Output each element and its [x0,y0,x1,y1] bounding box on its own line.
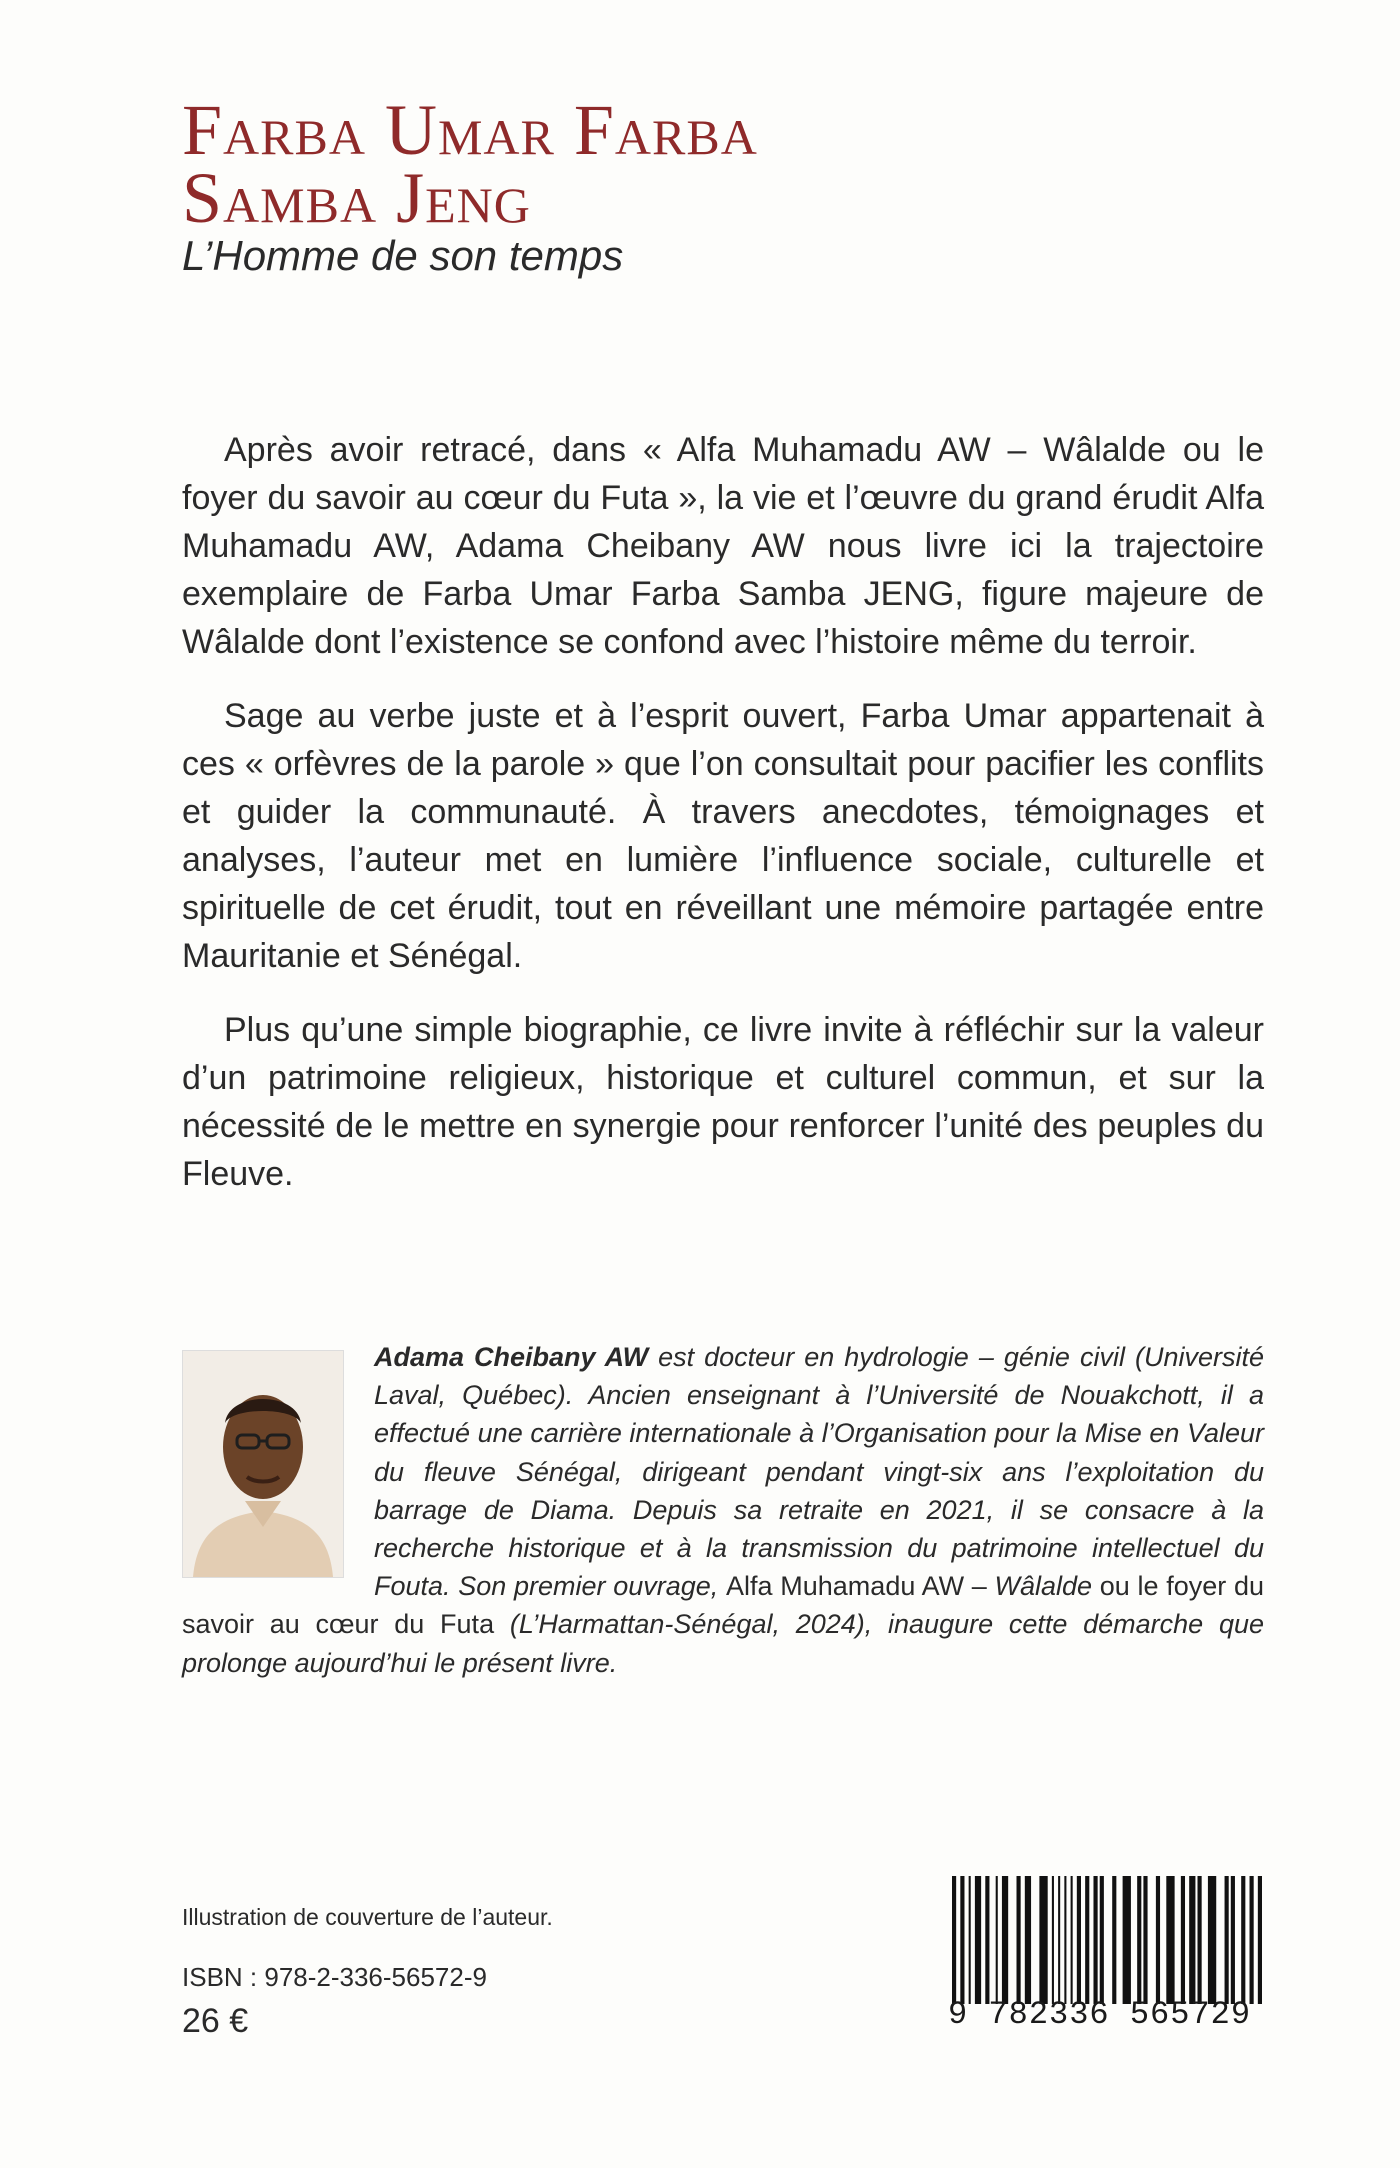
author-bio-text-2: (L’Harmattan-Sénégal, 2024), inaugure cette démarche que prolonge aujourd’hui le présent livre. [182,1609,1264,1678]
book-subtitle: L’Homme de son temps [182,232,624,279]
barcode-bar [1025,1876,1031,2004]
isbn: ISBN : 978-2-336-56572-9 [182,1962,487,1992]
author-bio-text-1: est docteur en hydrologie – génie civil (Université Laval, Québec). Ancien enseignant à l’Université de Nouakchott, il a effectué une carrière internationale à l’Organisation pour la Mise en Valeur du fleuve Sénégal, dirigeant pendant vingt-six ans l’exploitation du barrage de Diama. Depuis sa retraite en 2021, il se consacre à la recherche historique et à la transmission du patrimoine intellectuel du Fouta. Son premier ouvrage, [374,1342,1264,1602]
barcode-bar [1100,1876,1104,2004]
barcode-bar [1143,1876,1147,2004]
author-portrait-icon [183,1351,343,1577]
barcode-bar [1093,1876,1097,2004]
barcode-bar [1225,1876,1229,2004]
barcode-bar [1208,1876,1216,2004]
first-book-title-part1: Alfa Muhamadu AW – [726,1571,995,1602]
blurb-paragraph-2: Sage au verbe juste et à l’esprit ouvert, Farba Umar appartenait à ces « orfèvres de la parole » que l’on consultait pour pacifier les conflits et guider la communauté. À travers anecdotes, témoignages et analyses, l’auteur met en lumière l’influence sociale, culturelle et spirituelle de cet érudit, tout en réveillant une mémoire partagée entre Mauritanie et Sénégal. [182,697,1264,975]
barcode-bar [1071,1876,1073,2004]
barcode [948,1876,1266,2004]
barcode-bar [960,1876,964,2004]
barcode-bar [1077,1876,1081,2004]
barcode-bar [1017,1876,1021,2004]
barcode-bar [1052,1876,1054,2004]
blurb-paragraph-1: Après avoir retracé, dans « Alfa Muhamadu AW – Wâlalde ou le foyer du savoir au cœur du Futa », la vie et l’œuvre du grand érudit Alfa Muhamadu AW, Adama Cheibany AW nous livre ici la trajectoire exemplaire de Farba Umar Farba Samba JENG, figure majeure de Wâlalde dont l’existence se confond avec l’histoire même du terroir. [182,431,1264,661]
author-photo [182,1350,344,1578]
first-book-place: Wâlalde [994,1571,1093,1602]
barcode-bar [1241,1876,1245,2004]
book-title-line2: Samba Jeng [182,158,531,238]
barcode-bar [1258,1876,1262,2004]
barcode-digits: 9 782336 565729 [948,1996,1252,2033]
barcode-bar [1002,1876,1008,2004]
cover-credit: Illustration de couverture de l’auteur. [182,1904,553,1930]
first-book-title-part2: ou le foyer du savoir au cœur du Futa [182,1571,1264,1640]
book-title [182,90,758,238]
book-title-line1: Farba Umar Farba [182,90,758,170]
price: 26 € [182,2002,249,2040]
barcode-bar [969,1876,971,2004]
barcode-bar [1123,1876,1131,2004]
author-bio [182,1338,1264,1682]
barcode-bar [996,1876,998,2004]
barcode-bar [1085,1876,1089,2004]
author-name: Adama Cheibany AW [374,1342,649,1372]
barcode-bar [1058,1876,1060,2004]
barcode-bar [1112,1876,1116,2004]
blurb-paragraph-3: Plus qu’une simple biographie, ce livre invite à réfléchir sur la valeur d’un patrimoine religieux, historique et culturel commun, et sur la nécessité de le mettre en synergie pour renforcer l’unité des peuples du Fleuve. [182,1011,1264,1193]
barcode-bar [1166,1876,1174,2004]
barcode-bar [1250,1876,1254,2004]
barcode-bar [1064,1876,1066,2004]
barcode-bar [1189,1876,1195,2004]
barcode-bar [975,1876,981,2004]
barcode-bar [952,1876,956,2004]
barcode-bar [1039,1876,1047,2004]
barcode-bar [1156,1876,1160,2004]
barcode-bar [1137,1876,1141,2004]
barcode-bar [1231,1876,1235,2004]
barcode-bar [1181,1876,1185,2004]
blurb [182,426,1264,1224]
barcode-bar [985,1876,989,2004]
barcode-bar [1198,1876,1202,2004]
